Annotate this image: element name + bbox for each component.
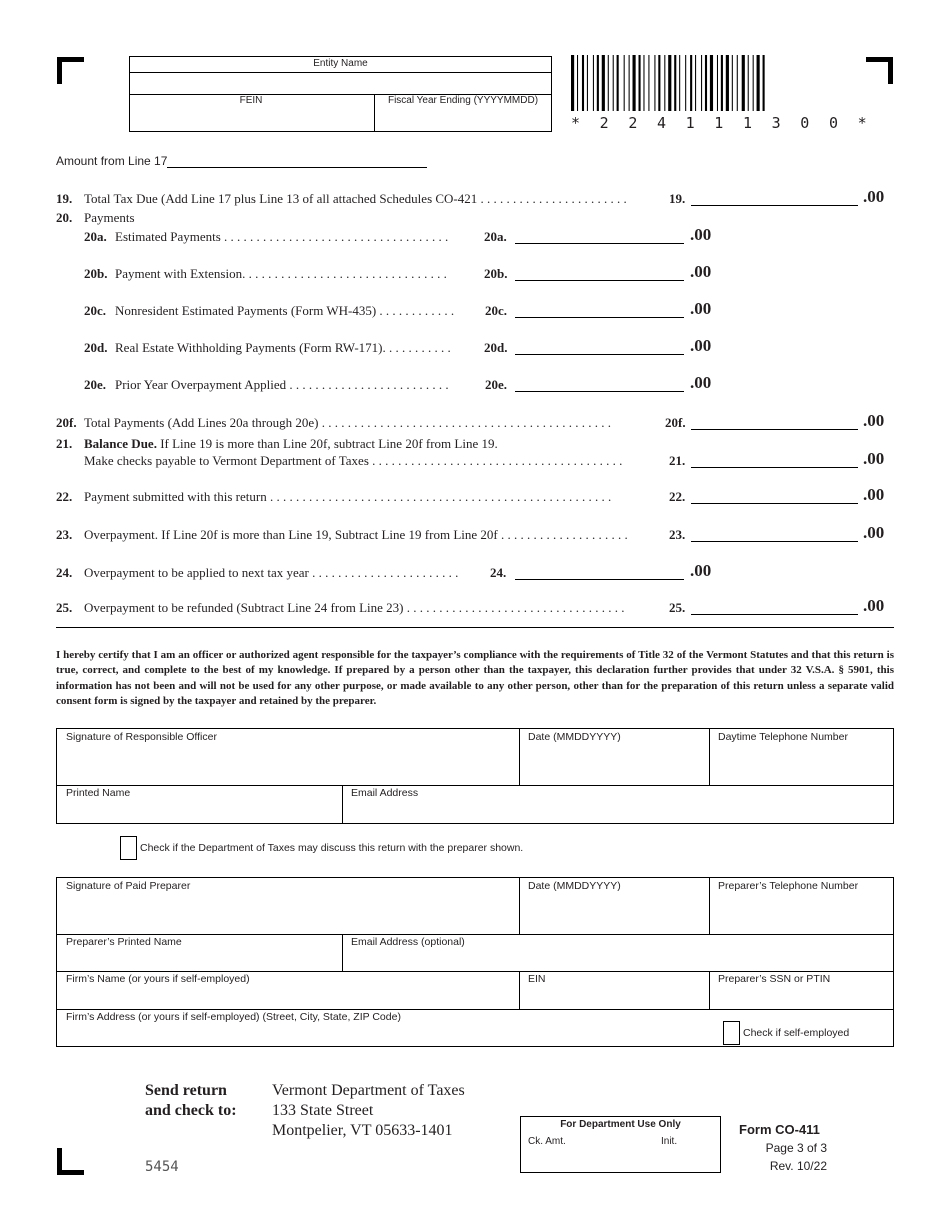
officer-date-label: Date (MMDDYYYY) <box>528 731 621 743</box>
officer-email-field[interactable] <box>342 785 893 823</box>
barcode <box>571 55 813 111</box>
line-ref: 20c. <box>485 303 508 318</box>
line-number: 20a. <box>84 229 107 244</box>
preparer-table <box>56 877 894 1047</box>
preparer-printed-name-field[interactable] <box>57 934 342 971</box>
cents-suffix: .00 <box>863 187 885 206</box>
cents-suffix: .00 <box>863 485 885 504</box>
cents-suffix: .00 <box>690 299 712 318</box>
line-text: Overpayment to be refunded (Subtract Line 24 from Line 23) . . . . . . . . . . . . . . . . . . . . . . . . . . . . . . . . . . <box>84 600 625 615</box>
entity-name-label: Entity Name <box>313 58 368 69</box>
form-code: 5454 <box>145 1159 179 1175</box>
address-line3: Montpelier, VT 05633-1401 <box>272 1122 453 1139</box>
department-use-box <box>520 1116 721 1173</box>
line-text: Payment submitted with this return . . . . . . . . . . . . . . . . . . . . . . . . . . . . . . . . . . . . . . . . . . . . . . . . . . . . . <box>84 489 612 504</box>
officer-phone-label: Daytime Telephone Number <box>718 731 848 743</box>
line-22-field[interactable] <box>691 489 858 504</box>
line-number: 22. <box>56 489 73 504</box>
registration-mark-bottom-left <box>57 1148 84 1175</box>
firm-name-field[interactable] <box>57 971 519 1009</box>
line-ref: 20b. <box>484 266 508 281</box>
line-24 <box>56 561 896 585</box>
line-20e-field[interactable] <box>515 377 684 392</box>
cents-suffix: .00 <box>690 561 712 580</box>
line-number: 20f. <box>56 415 77 430</box>
line-21-field[interactable] <box>691 453 858 468</box>
line-number: 25. <box>56 600 73 615</box>
line-20 <box>56 210 896 230</box>
line-23-field[interactable] <box>691 527 858 542</box>
line-20b <box>56 262 896 286</box>
officer-printed-name-field[interactable] <box>57 785 342 823</box>
officer-signature-table <box>56 728 894 824</box>
preparer-email-label: Email Address (optional) <box>351 936 465 948</box>
firm-address-label: Firm’s Address (or yours if self-employed) (Street, City, State, ZIP Code) <box>66 1011 401 1023</box>
line-20c-field[interactable] <box>515 303 684 318</box>
entity-name-field[interactable] <box>130 72 551 92</box>
cents-suffix: .00 <box>863 596 885 615</box>
cents-suffix: .00 <box>690 336 712 355</box>
line-20d-field[interactable] <box>515 340 684 355</box>
revision-date: Rev. 10/22 <box>769 1159 827 1173</box>
self-employed-checkbox[interactable] <box>723 1021 740 1045</box>
form-id: Form CO-411 <box>739 1122 820 1137</box>
line-ref: 20e. <box>485 377 508 392</box>
fein-field[interactable] <box>130 108 372 130</box>
line-25 <box>56 596 896 620</box>
discuss-checkbox[interactable] <box>120 836 137 860</box>
mailing-address <box>272 1081 465 1141</box>
address-line1: Vermont Department of Taxes <box>272 1082 465 1099</box>
cents-suffix: .00 <box>863 449 885 468</box>
line-number: 20e. <box>84 377 107 392</box>
line-21 <box>56 449 896 473</box>
firm-name-label: Firm’s Name (or yours if self-employed) <box>66 973 250 985</box>
send-label-line2: and check to: <box>145 1102 237 1119</box>
line-19 <box>56 187 896 211</box>
self-employed-label: Check if self-employed <box>743 1027 850 1039</box>
line-ref: 23. <box>669 527 686 542</box>
officer-date-field[interactable] <box>519 729 709 785</box>
line-22 <box>56 485 896 509</box>
send-label-line1: Send return <box>145 1082 227 1099</box>
line-ref: 20d. <box>484 340 508 355</box>
registration-mark-top-left <box>57 57 84 84</box>
line-20d <box>56 336 896 360</box>
line-ref: 21. <box>669 453 686 468</box>
line-text: Total Payments (Add Lines 20a through 20e) . . . . . . . . . . . . . . . . . . . . . . . . . . . . . . . . . . . . . . . . . . . . . <box>84 415 611 430</box>
line-number: 19. <box>56 191 73 206</box>
preparer-printed-name-label: Preparer’s Printed Name <box>66 936 182 948</box>
preparer-date-label: Date (MMDDYYYY) <box>528 880 621 892</box>
line-20a <box>56 225 896 249</box>
line-20f-field[interactable] <box>691 415 858 430</box>
preparer-signature-label: Signature of Paid Preparer <box>66 880 191 892</box>
firm-address-field[interactable] <box>57 1009 717 1046</box>
line-number: 20d. <box>84 340 108 355</box>
line-ref: 22. <box>669 489 686 504</box>
fiscal-year-field[interactable] <box>375 108 551 130</box>
preparer-phone-label: Preparer’s Telephone Number <box>718 880 859 892</box>
line-ref: 24. <box>490 565 507 580</box>
check-amount-label: Ck. Amt. <box>528 1136 566 1147</box>
officer-printed-name-label: Printed Name <box>66 787 131 799</box>
line-number: 20b. <box>84 266 108 281</box>
address-line2: 133 State Street <box>272 1102 374 1119</box>
amount-from-line17-label: Amount from Line 17 <box>56 154 168 168</box>
officer-signature-field[interactable] <box>57 729 519 785</box>
line-number: 20c. <box>84 303 107 318</box>
line-text: Total Tax Due (Add Line 17 plus Line 13 of all attached Schedules CO-421 . . . . . . . . . . . . . . . . . . . . . . . <box>84 191 627 206</box>
preparer-signature-field[interactable] <box>57 878 519 934</box>
cents-suffix: .00 <box>690 262 712 281</box>
line-23 <box>56 523 896 547</box>
certification-text: I hereby certify that I am an officer or authorized agent responsible for the taxpayer’s compliance with the requirements of Title 32 of the Vermont Statutes and that this return is true, correct, and complete to the best of my knowledge. If prepared by a person other than the taxpayer, this declaration further provides that under 32 V.S.A. § 5901, this information has not been and will not be used for any other purpose, or made available to any other person, other than for the preparation of this return unless a separate valid consent form is signed by the taxpayer and retained by the preparer. <box>56 649 894 708</box>
cents-suffix: .00 <box>863 523 885 542</box>
registration-mark-top-right <box>866 57 893 84</box>
line-text: Real Estate Withholding Payments (Form RW-171). . . . . . . . . . . <box>115 340 451 355</box>
section-divider <box>56 627 894 628</box>
line-text: Make checks payable to Vermont Department of Taxes . . . . . . . . . . . . . . . . . . . . . . . . . . . . . . . . . . . . . . . <box>84 453 623 468</box>
fein-label: FEIN <box>239 95 263 106</box>
line-text: Estimated Payments . . . . . . . . . . . . . . . . . . . . . . . . . . . . . . . . . . . <box>115 229 449 244</box>
line-20e <box>56 373 896 397</box>
fiscal-year-label: Fiscal Year Ending (YYYYMMDD) <box>387 95 539 106</box>
line-number: 23. <box>56 527 73 542</box>
send-return-label <box>145 1081 237 1121</box>
preparer-phone-field[interactable] <box>709 878 893 934</box>
ein-field[interactable] <box>519 971 709 1009</box>
initials-label: Init. <box>661 1136 678 1147</box>
preparer-date-field[interactable] <box>519 878 709 934</box>
line-20c <box>56 299 896 323</box>
line-text: Payment with Extension. . . . . . . . . . . . . . . . . . . . . . . . . . . . . . . . <box>115 266 447 281</box>
discuss-checkbox-label: Check if the Department of Taxes may discuss this return with the preparer shown. <box>140 842 524 854</box>
cents-suffix: .00 <box>863 411 885 430</box>
line-ref: 19. <box>669 191 686 206</box>
line-19-field[interactable] <box>691 191 858 206</box>
line-text: Overpayment to be applied to next tax year . . . . . . . . . . . . . . . . . . . . . . . <box>84 565 459 580</box>
dept-use-title: For Department Use Only <box>560 1119 681 1130</box>
line-text: Payments <box>84 210 135 225</box>
line-20a-field[interactable] <box>515 229 684 244</box>
barcode-number: * 2 2 4 1 1 1 3 0 0 * <box>571 114 872 132</box>
balance-due-label: Balance Due. <box>84 436 157 451</box>
line-25-field[interactable] <box>691 600 858 615</box>
cents-suffix: .00 <box>690 373 712 392</box>
page-number: Page 3 of 3 <box>765 1141 827 1155</box>
preparer-ssn-label: Preparer’s SSN or PTIN <box>718 973 831 985</box>
officer-phone-field[interactable] <box>709 729 893 785</box>
line-number: 24. <box>56 565 73 580</box>
line-text: Nonresident Estimated Payments (Form WH-435) . . . . . . . . . . . . <box>115 303 455 318</box>
amount-from-line17-field[interactable] <box>167 155 427 168</box>
officer-email-label: Email Address <box>351 787 419 799</box>
line-24-field[interactable] <box>515 565 684 580</box>
amount-from-line17 <box>56 154 427 168</box>
line-number: 20. <box>56 210 73 225</box>
preparer-email-field[interactable] <box>342 934 893 971</box>
line-ref: 20a. <box>484 229 507 244</box>
line-text: If Line 19 is more than Line 20f, subtract Line 20f from Line 19. <box>156 436 498 451</box>
ein-label: EIN <box>528 973 546 985</box>
preparer-ssn-field[interactable] <box>709 971 893 1009</box>
line-text: Overpayment. If Line 20f is more than Line 19, Subtract Line 19 from Line 20f . . . . . . . . . . . . . . . . . . . . <box>84 527 628 542</box>
line-20b-field[interactable] <box>515 266 684 281</box>
line-ref: 25. <box>669 600 686 615</box>
cents-suffix: .00 <box>690 225 712 244</box>
line-ref: 20f. <box>665 415 686 430</box>
line-number: 21. <box>56 436 73 451</box>
line-text: Prior Year Overpayment Applied . . . . . . . . . . . . . . . . . . . . . . . . . <box>115 377 449 392</box>
line-20f <box>56 411 896 435</box>
officer-signature-label: Signature of Responsible Officer <box>66 731 217 743</box>
